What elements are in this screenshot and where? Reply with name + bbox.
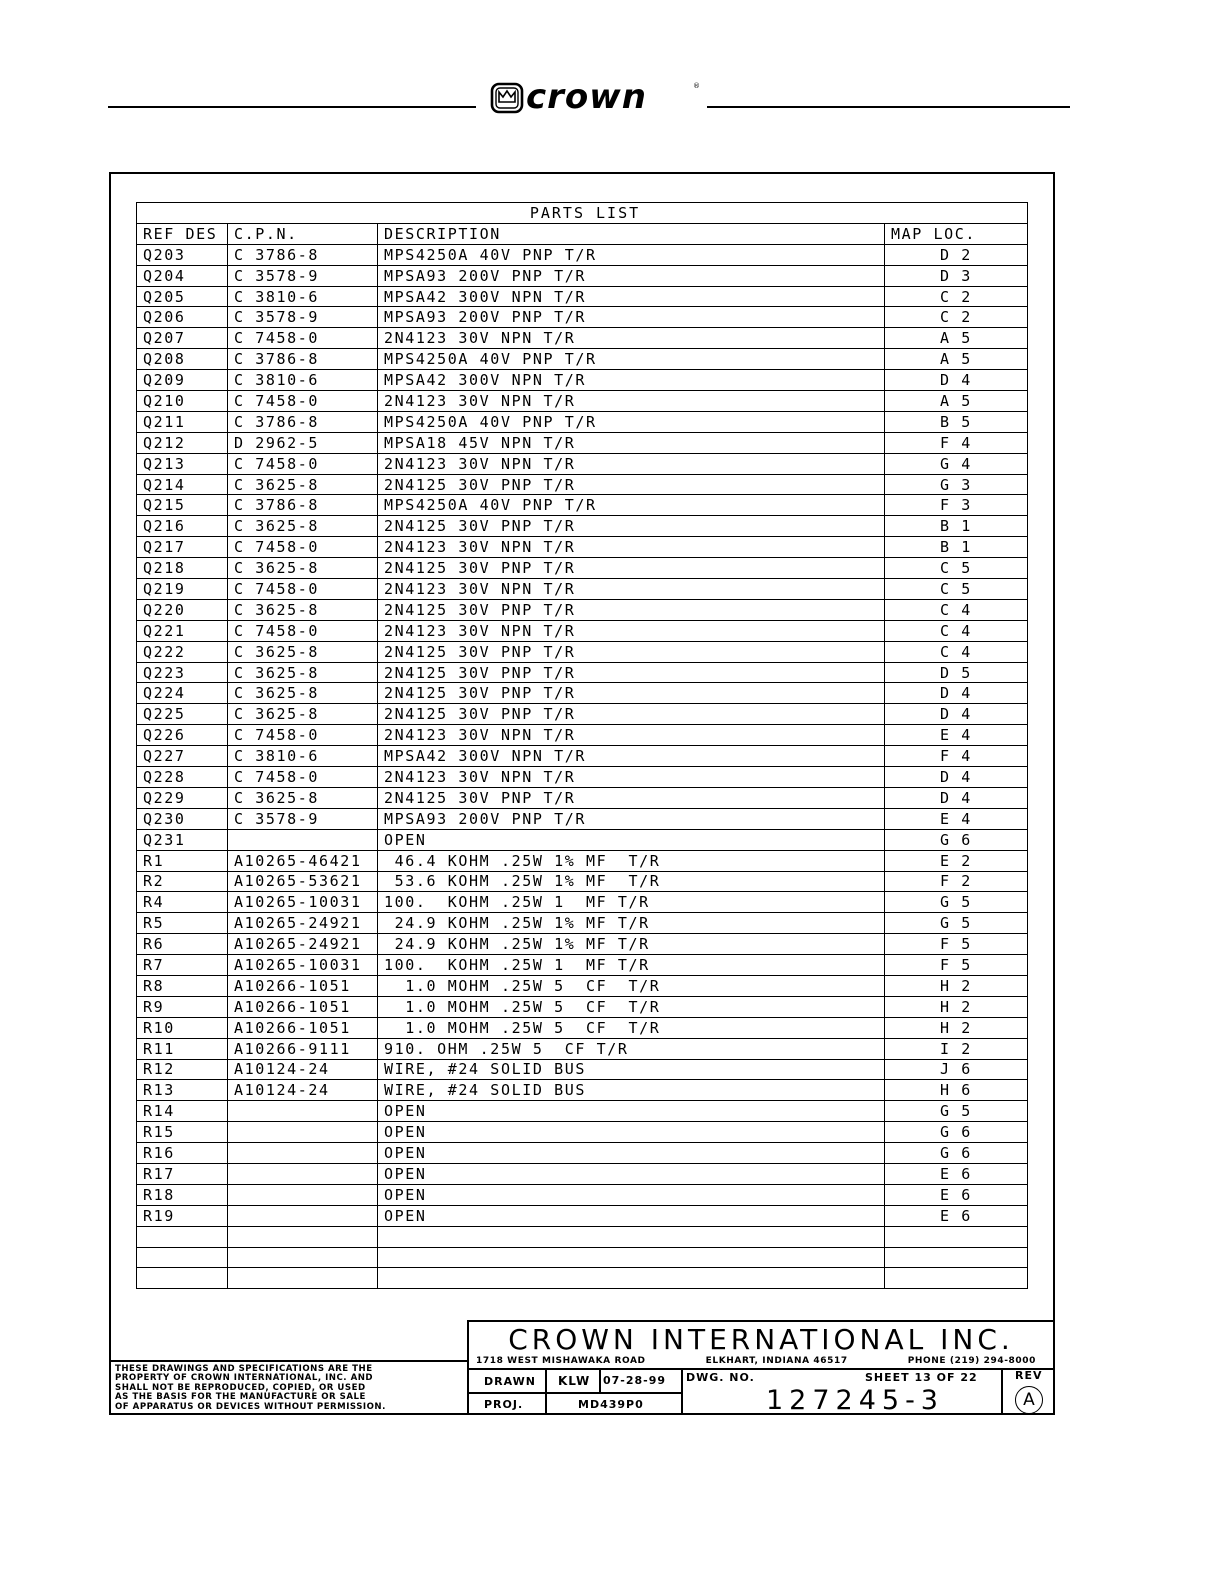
description-cell: MPSA93 200V PNP T/R [378,808,885,829]
ref-des-cell: Q216 [137,516,228,537]
ref-des-cell: R8 [137,975,228,996]
cpn-cell: C 7458-0 [228,328,378,349]
description-cell: 2N4123 30V NPN T/R [378,725,885,746]
map-loc-cell: D 3 [885,265,1028,286]
ref-des-cell: Q231 [137,829,228,850]
description-cell: 2N4125 30V PNP T/R [378,683,885,704]
map-loc-cell: F 4 [885,432,1028,453]
ref-des-cell [137,1247,228,1268]
cpn-cell [228,1247,378,1268]
title-block-divider [545,1368,547,1415]
notice-line: SHALL NOT BE REPRODUCED, COPIED, OR USED [115,1382,366,1393]
description-cell: 2N4125 30V PNP T/R [378,558,885,579]
table-row [137,432,1028,453]
ref-des-cell: R19 [137,1205,228,1226]
description-cell: WIRE, #24 SOLID BUS [378,1059,885,1080]
table-row [137,265,1028,286]
ref-des-cell [137,1226,228,1247]
table-row [137,474,1028,495]
ref-des-cell: Q229 [137,787,228,808]
phone-number: PHONE (219) 294-8000 [907,1356,1036,1366]
map-loc-cell: A 5 [885,328,1028,349]
description-cell: 2N4125 30V PNP T/R [378,787,885,808]
svg-text:®: ® [693,82,700,90]
description-cell: OPEN [378,829,885,850]
col-header-cpn: C.P.N. [228,223,378,244]
cpn-cell: C 3625-8 [228,599,378,620]
map-loc-cell: G 5 [885,1101,1028,1122]
map-loc-cell: B 5 [885,411,1028,432]
map-loc-cell: E 4 [885,808,1028,829]
description-cell: 100. KOHM .25W 1 MF T/R [378,892,885,913]
map-loc-cell [885,1226,1028,1247]
cpn-cell: C 3625-8 [228,516,378,537]
map-loc-cell: D 4 [885,704,1028,725]
description-cell: 2N4125 30V PNP T/R [378,641,885,662]
cpn-cell: A10265-24921 [228,934,378,955]
ref-des-cell: R1 [137,850,228,871]
description-cell: 2N4125 30V PNP T/R [378,704,885,725]
cpn-cell: C 3578-9 [228,808,378,829]
map-loc-cell: E 6 [885,1184,1028,1205]
map-loc-cell: H 2 [885,975,1028,996]
description-cell: MPSA42 300V NPN T/R [378,370,885,391]
map-loc-cell: E 6 [885,1163,1028,1184]
description-cell: MPS4250A 40V PNP T/R [378,244,885,265]
table-row [137,996,1028,1017]
header-rule-left [108,106,476,108]
map-loc-cell: F 5 [885,955,1028,976]
table-row [137,1059,1028,1080]
ref-des-cell: Q215 [137,495,228,516]
title-block-divider [1001,1368,1003,1415]
map-loc-cell: G 5 [885,913,1028,934]
description-cell: 2N4125 30V PNP T/R [378,599,885,620]
map-loc-cell: C 4 [885,641,1028,662]
map-loc-cell: B 1 [885,516,1028,537]
table-row [137,746,1028,767]
table-row [137,328,1028,349]
map-loc-cell: G 6 [885,1122,1028,1143]
cpn-cell: C 3786-8 [228,244,378,265]
description-cell: 2N4125 30V PNP T/R [378,516,885,537]
cpn-cell: C 7458-0 [228,537,378,558]
ref-des-cell: Q219 [137,579,228,600]
map-loc-cell: A 5 [885,391,1028,412]
table-row [137,641,1028,662]
table-row [137,662,1028,683]
ref-des-cell: R12 [137,1059,228,1080]
ref-des-cell: Q224 [137,683,228,704]
description-cell: 100. KOHM .25W 1 MF T/R [378,955,885,976]
description-cell: 53.6 KOHM .25W 1% MF T/R [378,871,885,892]
notice-line: OF APPARATUS OR DEVICES WITHOUT PERMISSION. [115,1401,386,1412]
map-loc-cell: G 6 [885,829,1028,850]
table-row [137,579,1028,600]
title-block-divider [599,1368,601,1392]
cpn-cell: C 3786-8 [228,349,378,370]
description-cell: MPSA93 200V PNP T/R [378,265,885,286]
ref-des-cell: Q203 [137,244,228,265]
table-row [137,495,1028,516]
map-loc-cell: F 5 [885,934,1028,955]
description-cell: MPSA42 300V NPN T/R [378,286,885,307]
description-cell: MPS4250A 40V PNP T/R [378,495,885,516]
drawn-by: KLW [558,1374,591,1388]
cpn-cell: C 3625-8 [228,474,378,495]
map-loc-cell: G 5 [885,892,1028,913]
ref-des-cell: Q205 [137,286,228,307]
col-header-description: DESCRIPTION [378,223,885,244]
drawing-number: 127245-3 [766,1385,944,1416]
parts-list-body [137,244,1028,1289]
table-row [137,558,1028,579]
ref-des-cell: R15 [137,1122,228,1143]
table-row [137,349,1028,370]
cpn-cell: C 3578-9 [228,307,378,328]
table-row [137,307,1028,328]
table-row [137,453,1028,474]
map-loc-cell: I 2 [885,1038,1028,1059]
description-cell: 2N4123 30V NPN T/R [378,620,885,641]
ref-des-cell: Q221 [137,620,228,641]
table-row [137,1226,1028,1247]
title-block-rule [467,1368,1055,1370]
ref-des-cell: Q228 [137,767,228,788]
description-cell [378,1226,885,1247]
table-row [137,850,1028,871]
col-header-ref-des: REF DES [137,223,228,244]
map-loc-cell [885,1247,1028,1268]
table-row [137,599,1028,620]
sheet-number: SHEET 13 OF 22 [865,1371,978,1384]
notice-line: THESE DRAWINGS AND SPECIFICATIONS ARE THE [115,1364,373,1374]
description-cell: OPEN [378,1184,885,1205]
ref-des-cell: Q204 [137,265,228,286]
ref-des-cell: Q211 [137,411,228,432]
description-cell: MPSA18 45V NPN T/R [378,432,885,453]
map-loc-cell: D 4 [885,370,1028,391]
description-cell: MPSA93 200V PNP T/R [378,307,885,328]
cpn-cell: C 3810-6 [228,746,378,767]
cpn-cell: C 7458-0 [228,620,378,641]
table-row [137,1184,1028,1205]
map-loc-cell: F 4 [885,746,1028,767]
project-number: MD439P0 [578,1398,644,1411]
ref-des-cell: R7 [137,955,228,976]
cpn-cell [228,1184,378,1205]
proj-label: PROJ. [484,1398,524,1411]
drawing-date: 07-28-99 [603,1374,667,1387]
map-loc-cell: D 5 [885,662,1028,683]
map-loc-cell: A 5 [885,349,1028,370]
cpn-cell: C 7458-0 [228,767,378,788]
city-state: ELKHART, INDIANA 46517 [705,1356,848,1366]
cpn-cell [228,1101,378,1122]
description-cell: OPEN [378,1163,885,1184]
cpn-cell: A10124-24 [228,1059,378,1080]
description-cell: OPEN [378,1122,885,1143]
description-cell: 2N4123 30V NPN T/R [378,767,885,788]
ref-des-cell: R5 [137,913,228,934]
table-row [137,871,1028,892]
ref-des-cell: Q230 [137,808,228,829]
table-row [137,892,1028,913]
description-cell [378,1268,885,1289]
table-row [137,808,1028,829]
description-cell: 46.4 KOHM .25W 1% MF T/R [378,850,885,871]
map-loc-cell: F 3 [885,495,1028,516]
cpn-cell: C 7458-0 [228,453,378,474]
description-cell: 910. OHM .25W 5 CF T/R [378,1038,885,1059]
description-cell: 2N4123 30V NPN T/R [378,537,885,558]
table-row [137,955,1028,976]
description-cell: 24.9 KOHM .25W 1% MF T/R [378,913,885,934]
description-cell: 2N4125 30V PNP T/R [378,474,885,495]
proprietary-notice [115,1365,460,1412]
table-title: PARTS LIST [137,203,1028,224]
map-loc-cell [885,1268,1028,1289]
map-loc-cell: C 4 [885,620,1028,641]
table-row [137,787,1028,808]
description-cell: OPEN [378,1101,885,1122]
table-row [137,1122,1028,1143]
cpn-cell: C 3786-8 [228,411,378,432]
description-cell: 1.0 MOHM .25W 5 CF T/R [378,1017,885,1038]
table-row [137,1143,1028,1164]
table-row [137,1038,1028,1059]
description-cell [378,1247,885,1268]
map-loc-cell: E 2 [885,850,1028,871]
ref-des-cell: Q209 [137,370,228,391]
table-row [137,1101,1028,1122]
dwg-no-label: DWG. NO. [686,1371,755,1384]
cpn-cell: C 7458-0 [228,579,378,600]
map-loc-cell: C 2 [885,286,1028,307]
map-loc-cell: G 4 [885,453,1028,474]
map-loc-cell: D 4 [885,767,1028,788]
logo-wordmark: crown [526,78,647,116]
map-loc-cell: C 5 [885,558,1028,579]
ref-des-cell: Q225 [137,704,228,725]
map-loc-cell: J 6 [885,1059,1028,1080]
ref-des-cell: R17 [137,1163,228,1184]
cpn-cell: A10266-1051 [228,975,378,996]
cpn-cell: A10266-9111 [228,1038,378,1059]
table-row [137,704,1028,725]
map-loc-cell: H 2 [885,1017,1028,1038]
cpn-cell: C 3625-8 [228,662,378,683]
ref-des-cell: R4 [137,892,228,913]
col-header-map-loc: MAP LOC. [885,223,1028,244]
ref-des-cell: Q206 [137,307,228,328]
cpn-cell: C 3810-6 [228,286,378,307]
map-loc-cell: D 4 [885,683,1028,704]
table-row [137,1080,1028,1101]
cpn-cell: C 3625-8 [228,683,378,704]
ref-des-cell: R9 [137,996,228,1017]
description-cell: 1.0 MOHM .25W 5 CF T/R [378,975,885,996]
ref-des-cell: Q223 [137,662,228,683]
cpn-cell: C 3810-6 [228,370,378,391]
company-address [476,1356,1036,1366]
title-block-divider [681,1368,683,1415]
table-row [137,767,1028,788]
map-loc-cell: E 6 [885,1205,1028,1226]
table-row [137,244,1028,265]
ref-des-cell: Q208 [137,349,228,370]
ref-des-cell: Q227 [137,746,228,767]
disclaimer-rule [110,1360,468,1362]
map-loc-cell: F 2 [885,871,1028,892]
parts-list-table [136,202,1028,1289]
cpn-cell: D 2962-5 [228,432,378,453]
cpn-cell [228,1122,378,1143]
description-cell: OPEN [378,1143,885,1164]
description-cell: MPS4250A 40V PNP T/R [378,411,885,432]
company-name: CROWN INTERNATIONAL INC. [508,1323,1014,1356]
map-loc-cell: E 4 [885,725,1028,746]
cpn-cell [228,1205,378,1226]
table-row [137,829,1028,850]
ref-des-cell [137,1268,228,1289]
map-loc-cell: D 2 [885,244,1028,265]
description-cell: 2N4123 30V NPN T/R [378,328,885,349]
table-row [137,683,1028,704]
cpn-cell: C 3578-9 [228,265,378,286]
table-row [137,516,1028,537]
ref-des-cell: Q212 [137,432,228,453]
cpn-cell: A10265-46421 [228,850,378,871]
cpn-cell: A10124-24 [228,1080,378,1101]
street-address: 1718 WEST MISHAWAKA ROAD [476,1356,646,1366]
map-loc-cell: G 3 [885,474,1028,495]
table-row [137,391,1028,412]
ref-des-cell: Q217 [137,537,228,558]
map-loc-cell: C 2 [885,307,1028,328]
description-cell: 24.9 KOHM .25W 1% MF T/R [378,934,885,955]
map-loc-cell: C 5 [885,579,1028,600]
cpn-cell: C 3625-8 [228,704,378,725]
ref-des-cell: Q222 [137,641,228,662]
table-row [137,1268,1028,1289]
ref-des-cell: R6 [137,934,228,955]
rev-label: REV [1015,1369,1043,1382]
ref-des-cell: Q214 [137,474,228,495]
cpn-cell: C 7458-0 [228,725,378,746]
map-loc-cell: G 6 [885,1143,1028,1164]
ref-des-cell: Q210 [137,391,228,412]
map-loc-cell: D 4 [885,787,1028,808]
revision-letter: A [1015,1386,1043,1414]
map-loc-cell: B 1 [885,537,1028,558]
map-loc-cell: H 6 [885,1080,1028,1101]
description-cell: 2N4123 30V NPN T/R [378,391,885,412]
cpn-cell: C 3625-8 [228,641,378,662]
table-row [137,934,1028,955]
cpn-cell [228,1163,378,1184]
title-block-rule [467,1392,681,1394]
ref-des-cell: Q207 [137,328,228,349]
cpn-cell: C 3786-8 [228,495,378,516]
ref-des-cell: Q226 [137,725,228,746]
table-row [137,913,1028,934]
cpn-cell [228,1268,378,1289]
ref-des-cell: R18 [137,1184,228,1205]
description-cell: 1.0 MOHM .25W 5 CF T/R [378,996,885,1017]
ref-des-cell: Q213 [137,453,228,474]
table-row [137,537,1028,558]
cpn-cell: A10265-10031 [228,955,378,976]
ref-des-cell: R11 [137,1038,228,1059]
map-loc-cell: H 2 [885,996,1028,1017]
notice-line: PROPERTY OF CROWN INTERNATIONAL, INC. AND [115,1373,374,1384]
ref-des-cell: R13 [137,1080,228,1101]
cpn-cell: A10266-1051 [228,1017,378,1038]
ref-des-cell: Q220 [137,599,228,620]
ref-des-cell: Q218 [137,558,228,579]
map-loc-cell: C 4 [885,599,1028,620]
description-cell: MPSA42 300V NPN T/R [378,746,885,767]
table-row [137,370,1028,391]
ref-des-cell: R16 [137,1143,228,1164]
header-rule-right [707,106,1070,108]
description-cell: 2N4123 30V NPN T/R [378,453,885,474]
table-row [137,620,1028,641]
cpn-cell [228,829,378,850]
cpn-cell: A10265-53621 [228,871,378,892]
description-cell: OPEN [378,1205,885,1226]
cpn-cell: A10265-10031 [228,892,378,913]
cpn-cell: C 7458-0 [228,391,378,412]
ref-des-cell: R10 [137,1017,228,1038]
cpn-cell: C 3625-8 [228,558,378,579]
description-cell: WIRE, #24 SOLID BUS [378,1080,885,1101]
table-row [137,975,1028,996]
table-row [137,725,1028,746]
cpn-cell: C 3625-8 [228,787,378,808]
table-row [137,1163,1028,1184]
table-row [137,411,1028,432]
ref-des-cell: R14 [137,1101,228,1122]
ref-des-cell: R2 [137,871,228,892]
table-row [137,1205,1028,1226]
table-row [137,286,1028,307]
drawn-label: DRAWN [484,1375,536,1388]
table-row [137,1017,1028,1038]
description-cell: 2N4125 30V PNP T/R [378,662,885,683]
cpn-cell [228,1226,378,1247]
cpn-cell: A10266-1051 [228,996,378,1017]
description-cell: MPS4250A 40V PNP T/R [378,349,885,370]
notice-line: AS THE BASIS FOR THE MANUFACTURE OR SALE [115,1392,366,1403]
table-row [137,1247,1028,1268]
cpn-cell [228,1143,378,1164]
description-cell: 2N4123 30V NPN T/R [378,579,885,600]
cpn-cell: A10265-24921 [228,913,378,934]
crown-logo [490,78,702,116]
